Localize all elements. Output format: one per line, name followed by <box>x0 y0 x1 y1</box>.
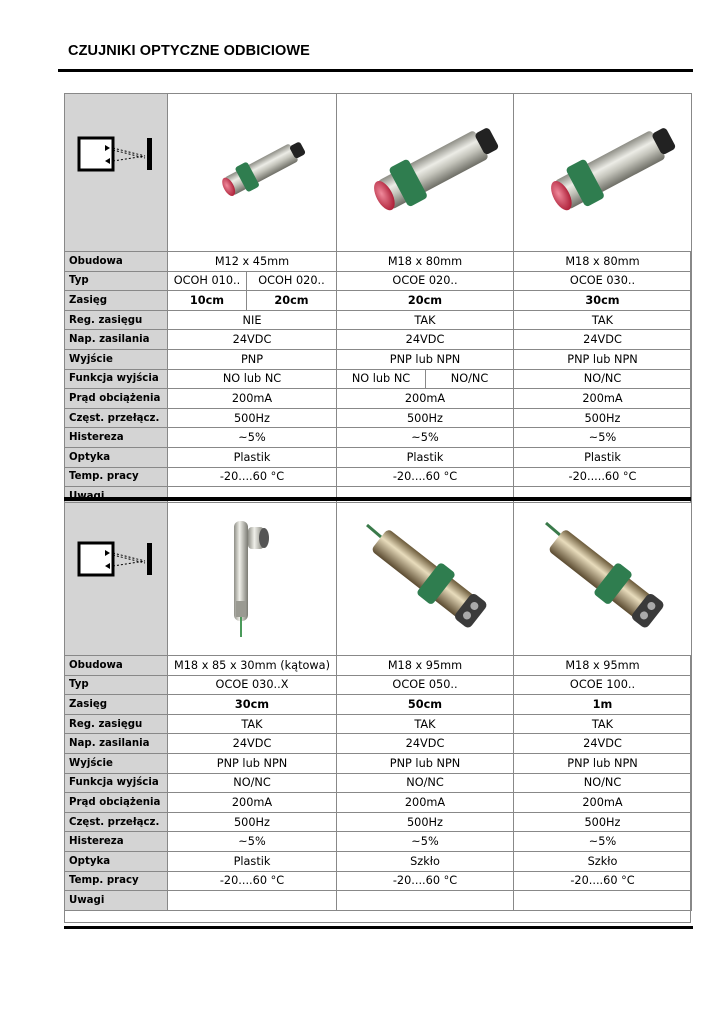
cell: -20....60 °C <box>168 467 337 487</box>
sensor-photo-m18-030 <box>514 94 692 252</box>
row-nap <box>65 734 692 754</box>
symbol-cell <box>65 94 168 252</box>
page-title: CZUJNIKI OPTYCZNE ODBICIOWE <box>68 43 310 59</box>
cell: Plastik <box>168 447 337 467</box>
row-label: Optyka <box>65 447 168 467</box>
cell: M18 x 80mm <box>514 252 692 272</box>
cell: 1m <box>514 695 692 715</box>
cell: 24VDC <box>168 734 337 754</box>
cell: PNP lub NPN <box>337 349 514 369</box>
row-wyjscie <box>65 349 692 369</box>
cell: M18 x 80mm <box>337 252 514 272</box>
cell: 500Hz <box>168 408 337 428</box>
spec-table-2 <box>64 502 692 911</box>
row-label: Obudowa <box>65 656 168 676</box>
row-label: Zasięg <box>65 291 168 311</box>
row-label: Zasięg <box>65 695 168 715</box>
row-label: Obudowa <box>65 252 168 272</box>
row-prad <box>65 389 692 409</box>
reflective-sensor-symbol-icon <box>77 134 157 174</box>
cell: OCOH 010.. <box>168 271 247 291</box>
cell: Szkło <box>514 851 692 871</box>
cell: OCOH 020.. <box>247 271 337 291</box>
row-label: Nap. zasilania <box>65 734 168 754</box>
reflective-sensor-symbol-icon <box>77 539 157 579</box>
cell: ~5% <box>168 428 337 448</box>
row-temp <box>65 871 692 891</box>
cell: TAK <box>168 714 337 734</box>
cell: 500Hz <box>337 812 514 832</box>
sensor-m12-image-icon <box>168 94 336 248</box>
cell: -20....60 °C <box>337 871 514 891</box>
cell: NO/NC <box>337 773 514 793</box>
row-label: Wyjście <box>65 753 168 773</box>
cell: 500Hz <box>168 812 337 832</box>
cell: 20cm <box>247 291 337 311</box>
cell: TAK <box>514 310 692 330</box>
cell: -20....60 °C <box>168 871 337 891</box>
row-wyjscie <box>65 753 692 773</box>
cell: 24VDC <box>514 734 692 754</box>
row-optyka <box>65 851 692 871</box>
cell: M18 x 95mm <box>514 656 692 676</box>
row-uwagi <box>65 891 692 911</box>
cell: 200mA <box>337 793 514 813</box>
cell: PNP lub NPN <box>514 753 692 773</box>
row-label: Funkcja wyjścia <box>65 773 168 793</box>
cell: 500Hz <box>337 408 514 428</box>
cell: PNP lub NPN <box>337 753 514 773</box>
row-funkcja <box>65 773 692 793</box>
cell: 24VDC <box>168 330 337 350</box>
cell: 200mA <box>168 793 337 813</box>
cell: OCOE 030..X <box>168 675 337 695</box>
sensor-photo-m18-020 <box>337 94 514 252</box>
row-label: Temp. pracy <box>65 467 168 487</box>
sensor-photo-m18-100 <box>514 503 692 656</box>
cell: M12 x 45mm <box>168 252 337 272</box>
cell: NIE <box>168 310 337 330</box>
cell: OCOE 100.. <box>514 675 692 695</box>
cell: Plastik <box>337 447 514 467</box>
cell: 50cm <box>337 695 514 715</box>
row-temp <box>65 467 692 487</box>
cell: NO lub NC <box>337 369 426 389</box>
cell: -20....60 °C <box>337 467 514 487</box>
row-label: Reg. zasięgu <box>65 310 168 330</box>
row-czest <box>65 408 692 428</box>
row-typ <box>65 675 692 695</box>
row-reg <box>65 310 692 330</box>
cell <box>168 891 337 911</box>
cell: 24VDC <box>337 330 514 350</box>
cell: 200mA <box>337 389 514 409</box>
row-label: Typ <box>65 271 168 291</box>
row-label: Optyka <box>65 851 168 871</box>
cell: NO/NC <box>168 773 337 793</box>
cell: ~5% <box>514 832 692 852</box>
row-label: Nap. zasilania <box>65 330 168 350</box>
row-histereza <box>65 428 692 448</box>
row-zasieg <box>65 695 692 715</box>
cell: PNP lub NPN <box>514 349 692 369</box>
row-obudowa <box>65 656 692 676</box>
cell: NO/NC <box>514 773 692 793</box>
cell <box>337 891 514 911</box>
row-label: Prąd obciążenia <box>65 389 168 409</box>
row-reg <box>65 714 692 734</box>
cell: Szkło <box>337 851 514 871</box>
cell: 20cm <box>337 291 514 311</box>
section-divider <box>64 497 691 501</box>
sensor-m18-connector-image-icon <box>337 503 514 652</box>
cell: 24VDC <box>514 330 692 350</box>
row-czest <box>65 812 692 832</box>
row-label: Typ <box>65 675 168 695</box>
row-funkcja <box>65 369 692 389</box>
cell: 500Hz <box>514 408 692 428</box>
sensor-photo-angled <box>168 503 337 656</box>
row-label: Prąd obciążenia <box>65 793 168 813</box>
cell <box>514 891 692 911</box>
row-label: Uwagi <box>65 891 168 911</box>
cell: 200mA <box>168 389 337 409</box>
cell: Plastik <box>168 851 337 871</box>
row-label: Histereza <box>65 428 168 448</box>
cell: ~5% <box>337 832 514 852</box>
cell: TAK <box>337 714 514 734</box>
image-row <box>65 503 692 656</box>
row-typ <box>65 271 692 291</box>
cell: M18 x 85 x 30mm (kątowa) <box>168 656 337 676</box>
row-label: Histereza <box>65 832 168 852</box>
cell: Plastik <box>514 447 692 467</box>
row-label: Temp. pracy <box>65 871 168 891</box>
cell: ~5% <box>168 832 337 852</box>
symbol-cell <box>65 503 168 656</box>
cell: M18 x 95mm <box>337 656 514 676</box>
cell: PNP lub NPN <box>168 753 337 773</box>
cell: TAK <box>337 310 514 330</box>
image-row <box>65 94 692 252</box>
cell: 30cm <box>168 695 337 715</box>
row-nap <box>65 330 692 350</box>
row-label: Funkcja wyjścia <box>65 369 168 389</box>
cell: ~5% <box>337 428 514 448</box>
cell: OCOE 030.. <box>514 271 692 291</box>
cell: 24VDC <box>337 734 514 754</box>
row-zasieg <box>65 291 692 311</box>
cell: NO lub NC <box>168 369 337 389</box>
spec-table-1 <box>64 93 692 507</box>
row-label: Wyjście <box>65 349 168 369</box>
row-prad <box>65 793 692 813</box>
row-label: Częst. przełącz. <box>65 812 168 832</box>
cell: OCOE 050.. <box>337 675 514 695</box>
bottom-rule <box>64 926 693 929</box>
sensor-angled-image-icon <box>168 503 336 652</box>
row-label: Reg. zasięgu <box>65 714 168 734</box>
cell: NO/NC <box>514 369 692 389</box>
sensor-m18-connector-image-icon <box>514 503 692 652</box>
title-rule <box>58 69 693 72</box>
cell: ~5% <box>514 428 692 448</box>
cell: 200mA <box>514 389 692 409</box>
sensor-photo-m12 <box>168 94 337 252</box>
row-obudowa <box>65 252 692 272</box>
cell: TAK <box>514 714 692 734</box>
sensor-photo-m18-050 <box>337 503 514 656</box>
cell: 500Hz <box>514 812 692 832</box>
cell: PNP <box>168 349 337 369</box>
cell: -20.....60 °C <box>514 467 692 487</box>
cell: 200mA <box>514 793 692 813</box>
row-optyka <box>65 447 692 467</box>
row-histereza <box>65 832 692 852</box>
cell: NO/NC <box>426 369 514 389</box>
cell: OCOE 020.. <box>337 271 514 291</box>
cell: 10cm <box>168 291 247 311</box>
row-label: Częst. przełącz. <box>65 408 168 428</box>
sensor-m18-image-icon <box>514 94 692 248</box>
cell: 30cm <box>514 291 692 311</box>
cell: -20....60 °C <box>514 871 692 891</box>
sensor-m18-image-icon <box>337 94 514 248</box>
